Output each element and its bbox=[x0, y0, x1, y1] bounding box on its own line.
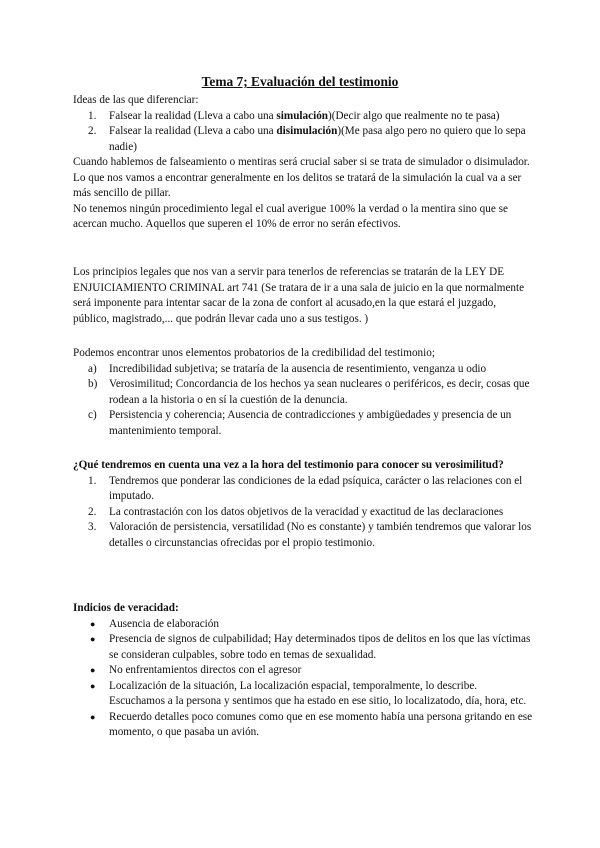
elements-section bbox=[73, 346, 535, 439]
paragraph: No tenemos ningún procedimiento legal el cual averigue 100% la verdad o la mentira sino que se acercan mucho. Aquellos que superen el 10% de error no serán efectivos. bbox=[73, 202, 508, 230]
list-item: 2. Falsear la realidad (Lleva a cabo una disimulación)(Me pasa algo pero no quiero que lo sepa nadie) bbox=[88, 125, 526, 153]
list-item: 2. La contrastación con los datos objetivos de la veracidad y exactitud de las declaraciones bbox=[73, 505, 535, 521]
elements-list bbox=[73, 362, 535, 440]
indicios-list bbox=[73, 617, 535, 741]
section-heading: ¿Qué tendremos en cuenta una vez a la hora del testimonio para conocer su verosimilitud? bbox=[73, 459, 504, 471]
list-item: c) Persistencia y coherencia; Ausencia de contradicciones y ambigüedades y presencia de un mantenimiento temporal. bbox=[88, 409, 512, 437]
list-marker: 2. bbox=[88, 505, 97, 518]
paragraph: Podemos encontrar unos elementos probatorios de la credibilidad del testimonio; bbox=[73, 347, 435, 359]
list-item: ● Presencia de signos de culpabilidad; Hay determinados tipos de delitos en los que las víctimas se consideran culpables, sobre todo en temas de sexualidad. bbox=[90, 633, 531, 661]
legal-section bbox=[73, 265, 535, 327]
list-item: ● No enfrentamientos directos con el agresor bbox=[73, 663, 535, 679]
bold-term: simulación bbox=[276, 109, 329, 122]
list-item: 1. Falsear la realidad (Lleva a cabo una simulación)(Decir algo que realmente no te pasa) bbox=[73, 109, 535, 125]
intro-text: Ideas de las que diferenciar: bbox=[73, 94, 199, 106]
intro-section bbox=[73, 93, 535, 233]
difference-list bbox=[73, 109, 535, 156]
list-item: a) Incredibilidad subjetiva; se trataría de la ausencia de resentimiento, venganza u odio bbox=[73, 362, 535, 378]
list-marker: c) bbox=[88, 409, 97, 421]
bullet-icon: ● bbox=[90, 634, 96, 644]
indicios-section bbox=[73, 601, 535, 741]
section-heading: Indicios de veracidad: bbox=[73, 602, 179, 614]
list-item: 3. Valoración de persistencia, versatilidad (No es constante) y también tendremos que valorar los detalles o circunstancias ofrecidas por el propio testimonio. bbox=[88, 521, 532, 549]
document-title: Tema 7; Evaluación del testimonio bbox=[201, 74, 399, 89]
bullet-icon: ● bbox=[90, 618, 96, 629]
paragraph: Cuando hablemos de falseamiento o mentiras será crucial saber si se trata de simulador o disimulador. Lo que nos vamos a encontrar generalmente en los delitos se tratará de la simulación la cual va a ser más sencillo de pillar. bbox=[73, 156, 530, 199]
bullet-icon: ● bbox=[90, 665, 96, 675]
bullet-icon: ● bbox=[90, 711, 96, 722]
question-section bbox=[73, 458, 535, 551]
list-item: ● Ausencia de elaboración bbox=[73, 617, 535, 633]
list-marker: 1. bbox=[88, 109, 97, 122]
list-item: b) Verosimilitud; Concordancia de los hechos ya sean nucleares o periféricos, es decir, cosas que rodean a la historia o en sí la cuestión de la denuncia. bbox=[88, 378, 530, 406]
list-item: ● Localización de la situación, La localización espacial, temporalmente, lo describe. Escuchamos a la persona y sentimos que ha estado en ese sitio, lo localizatodo, día, hora, etc. bbox=[90, 679, 527, 707]
list-marker: 1. bbox=[88, 474, 97, 487]
list-item: 1. Tendremos que ponderar las condiciones de la edad psíquica, carácter o las relaciones con el imputado. bbox=[88, 474, 523, 502]
list-marker: a) bbox=[88, 362, 97, 375]
bullet-icon: ● bbox=[90, 680, 96, 691]
list-marker: 3. bbox=[88, 521, 97, 533]
paragraph: Los principios legales que nos van a servir para tenerlos de referencias se tratarán de la LEY DE ENJUICIAMIENTO CRIMINAL art 741 (Se tratara de ir a una sala de juicio en la que normalmente será imponente para intentar sacar de la zona de confort al acusado,en la que estará el juzgado, público, magistrado,... que podrán llevar cada uno a sus testigos. ) bbox=[73, 266, 525, 325]
list-marker: 2. bbox=[88, 125, 97, 137]
list-item: ● Recuerdo detalles poco comunes como que en ese momento había una persona gritando en ese momento, o que pasaba un avión. bbox=[90, 710, 533, 738]
bold-term: disimulación bbox=[276, 125, 338, 137]
question-list bbox=[73, 474, 535, 552]
list-marker: b) bbox=[88, 378, 98, 390]
